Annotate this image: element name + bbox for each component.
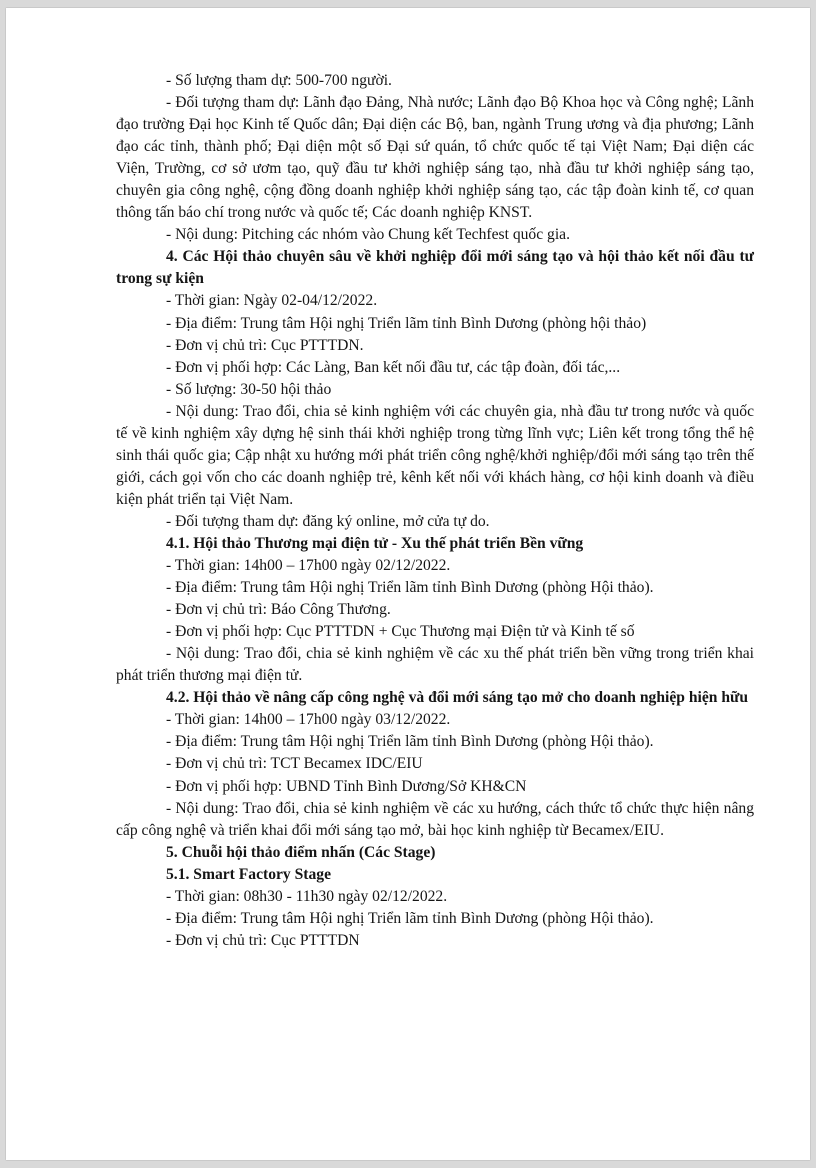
content-line: - Nội dung: Pitching các nhóm vào Chung kết Techfest quốc gia. [166, 226, 570, 244]
time-line: - Thời gian: Ngày 02-04/12/2022. [166, 292, 378, 310]
time-line: - Thời gian: 08h30 - 11h30 ngày 02/12/2022. [166, 887, 448, 905]
venue-line: - Địa điểm: Trung tâm Hội nghị Triển lãm tỉnh Bình Dương (phòng Hội thảo). [166, 733, 654, 751]
partner-line: - Đơn vị phối hợp: Các Làng, Ban kết nối đầu tư, các tập đoàn, đối tác,... [166, 358, 621, 376]
content-paragraph: - Nội dung: Trao đổi, chia sẻ kinh nghiệm về các xu thế phát triển bền vững trong triển khai phát triển thương mại điện tử. [116, 645, 754, 685]
content-paragraph: - Nội dung: Trao đổi, chia sẻ kinh nghiệm về các xu hướng, cách thức tổ chức thực hiện nâng cấp công nghệ và triển khai đổi mới sáng tạo mở, bài học kinh nghiệp từ Becamex/EIU. [116, 799, 754, 839]
section-4-heading: 4. Các Hội thảo chuyên sâu về khởi nghiệp đổi mới sáng tạo và hội thảo kết nối đầu tư trong sự kiện [116, 248, 754, 288]
document-page [6, 8, 810, 1160]
attendee-description: - Đối tượng tham dự: Lãnh đạo Đảng, Nhà nước; Lãnh đạo Bộ Khoa học và Công nghệ; Lãnh đạo trường Đại học Kinh tế Quốc dân; Đại diện các Bộ, ban, ngành Trung ương và địa phương; Lãnh đạo các tỉnh, thành phố; Đại diện một số Đại sứ quán, tổ chức quốc tế tại Việt Nam; Đại diện các Viện, Trường, cơ sở ươm tạo, quỹ đầu tư khởi nghiệp sáng tạo, nhà đầu tư khởi nghiệp sáng tạo, chuyên gia công nghệ, cộng đồng doanh nghiệp khởi nghiệp sáng tạo, các tập đoàn kinh tế, cơ quan thông tấn báo chí trong nước và quốc tế; Các doanh nghiệp KNST. [116, 94, 754, 222]
section-5-1-heading: 5.1. Smart Factory Stage [166, 865, 331, 883]
document-body [116, 70, 754, 952]
partner-line: - Đơn vị phối hợp: Cục PTTTDN + Cục Thương mại Điện tử và Kinh tế số [166, 623, 635, 641]
time-line: - Thời gian: 14h00 – 17h00 ngày 02/12/2022. [166, 557, 451, 575]
count-line: - Số lượng: 30-50 hội thảo [166, 380, 332, 398]
venue-line: - Địa điểm: Trung tâm Hội nghị Triển lãm tỉnh Bình Dương (phòng Hội thảo). [166, 579, 654, 597]
venue-line: - Địa điểm: Trung tâm Hội nghị Triển lãm tỉnh Bình Dương (phòng hội thảo) [166, 314, 647, 332]
venue-line: - Địa điểm: Trung tâm Hội nghị Triển lãm tỉnh Bình Dương (phòng Hội thảo). [166, 909, 654, 927]
section-5-heading: 5. Chuỗi hội thảo điểm nhấn (Các Stage) [166, 843, 436, 861]
host-line: - Đơn vị chủ trì: Cục PTTTDN [166, 931, 360, 949]
partner-line: - Đơn vị phối hợp: UBND Tỉnh Bình Dương/Sở KH&CN [166, 777, 527, 795]
host-line: - Đơn vị chủ trì: Báo Công Thương. [166, 601, 391, 619]
section-4-2-heading: 4.2. Hội thảo về nâng cấp công nghệ và đổi mới sáng tạo mở cho doanh nghiệp hiện hữu [166, 689, 749, 707]
host-line: - Đơn vị chủ trì: TCT Becamex IDC/EIU [166, 755, 423, 773]
attendee-line: - Đối tượng tham dự: đăng ký online, mở cửa tự do. [166, 512, 490, 530]
time-line: - Thời gian: 14h00 – 17h00 ngày 03/12/2022. [166, 711, 451, 729]
content-paragraph: - Nội dung: Trao đổi, chia sẻ kinh nghiệm với các chuyên gia, nhà đầu tư trong nước và quốc tế về kinh nghiệm xây dựng hệ sinh thái khởi nghiệp trong từng lĩnh vực; Liên kết trong tổng thể hệ sinh thái quốc gia; Cập nhật xu hướng mới phát triển công nghệ/khởi nghiệp/đổi mới sáng tạo trên thế giới, cách gọi vốn cho các doanh nghiệp trẻ, kênh kết nối với khách hàng, cơ hội kinh doanh và điều kiện phát triển tại Việt Nam. [116, 402, 754, 508]
attendance-count: - Số lượng tham dự: 500-700 người. [166, 72, 392, 89]
section-4-1-heading: 4.1. Hội thảo Thương mại điện tử - Xu thế phát triển Bền vững [166, 534, 584, 552]
host-line: - Đơn vị chủ trì: Cục PTTTDN. [166, 336, 364, 354]
